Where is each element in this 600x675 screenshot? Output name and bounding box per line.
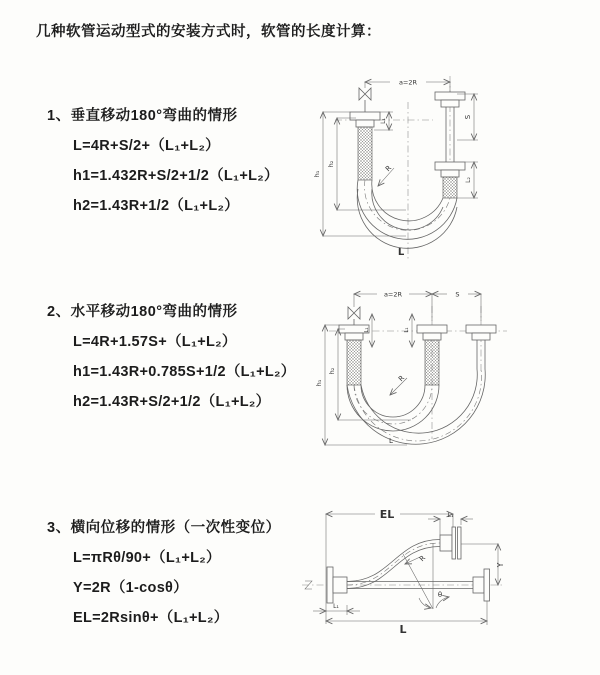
- dim-label-span: a=2R: [398, 78, 418, 87]
- diagram-vertical-180-bend: [310, 68, 588, 266]
- section-vertical-movement: [47, 104, 279, 221]
- page-title: 几种软管运动型式的安装方式时，软管的长度计算：: [36, 24, 381, 40]
- dim-label-radius: R: [384, 164, 394, 174]
- dim-label-fitting-top: L₁: [447, 512, 454, 519]
- middle-fitting: [417, 325, 447, 385]
- valve-icon: [359, 82, 371, 112]
- radius-callout: [390, 374, 407, 395]
- radius-callout: [405, 554, 427, 564]
- formula-length: L=4R+1.57S+（L₁+L₂）: [73, 334, 237, 350]
- dim-label-length: L: [389, 437, 393, 445]
- displaced-flange: [440, 527, 461, 559]
- dim-label-el: EL: [379, 508, 395, 521]
- dim-label-h2: h₂: [328, 367, 336, 375]
- formula-offset: Y=2R（1-cosθ）: [73, 580, 188, 596]
- section-1-heading: 1、垂直移动180°弯曲的情形: [47, 108, 238, 124]
- dim-label-radius: R: [418, 554, 428, 564]
- dim-label-h1: h₁: [315, 379, 323, 387]
- dim-label-radius: R: [397, 374, 407, 384]
- dim-label-fitting-right: L₂: [465, 177, 472, 183]
- dimension-length: [326, 601, 487, 636]
- hose-braid: [443, 177, 457, 198]
- dim-label-stroke: S: [455, 290, 460, 299]
- dimension-fitting-left: [364, 314, 372, 347]
- left-fitting: [350, 112, 380, 180]
- angle-construction: [403, 543, 449, 609]
- dim-label-fitting-left: L₁: [364, 327, 370, 333]
- formula-h2: h2=1.43R+S/2+1/2（L₁+L₂）: [73, 394, 271, 410]
- dim-label-stroke: S: [464, 114, 472, 120]
- hose-u-bend: [347, 369, 485, 444]
- section-lateral-displacement: [47, 516, 281, 633]
- formula-h1: h1=1.43R+0.785S+1/2（L₁+L₂）: [73, 364, 296, 380]
- section-3-heading: 3、横向位移的情形（一次性变位）: [47, 520, 281, 536]
- radius-callout: [378, 164, 394, 186]
- right-fitting-moved: [466, 325, 496, 369]
- formula-h1: h1=1.432R+S/2+1/2（L₁+L₂）: [73, 168, 279, 184]
- dim-label-h1: h₁: [313, 170, 321, 178]
- dim-label-length: L: [399, 623, 407, 636]
- hose-braid: [347, 340, 361, 385]
- section-2-heading: 2、水平移动180°弯曲的情形: [47, 304, 238, 320]
- diagram-horizontal-180-bend: [311, 281, 598, 459]
- dim-label-angle: θ: [437, 591, 443, 599]
- valve-icon: [348, 307, 360, 325]
- dimension-span: [354, 291, 481, 322]
- dim-label-h2: h₂: [327, 160, 335, 168]
- dim-label-offset: Y: [496, 562, 505, 568]
- dim-label-fitting-left: L₁: [380, 118, 387, 124]
- dimension-stroke: [457, 94, 478, 140]
- left-fitting: [339, 325, 369, 385]
- dimension-span: [365, 79, 450, 93]
- dimension-fitting-left: [313, 603, 360, 615]
- formula-length: L=πRθ/90+（L₁+L₂）: [73, 550, 221, 566]
- dimension-heights: [315, 325, 411, 445]
- hose-u-bend: [357, 180, 457, 248]
- dim-label-span: a=2R: [383, 290, 403, 299]
- dimension-fitting-top: [428, 512, 473, 535]
- dim-label-fitting-left: L₁: [333, 603, 339, 610]
- diagram-lateral-displacement: [299, 497, 596, 645]
- left-flange: [327, 567, 347, 603]
- dim-label-length: L: [397, 247, 405, 258]
- hose-braid: [425, 340, 439, 385]
- hose-braid: [358, 127, 372, 180]
- formula-length: L=4R+S/2+（L₁+L₂）: [73, 138, 220, 154]
- formula-el: EL=2Rsinθ+（L₁+L₂）: [73, 610, 229, 626]
- dimension-fitting-middle: [404, 314, 412, 347]
- dimension-el: [326, 508, 453, 624]
- formula-h2: h2=1.43R+1/2（L₁+L₂）: [73, 198, 240, 214]
- dim-label-fitting-middle: L₁: [404, 327, 410, 333]
- section-horizontal-movement: [47, 300, 296, 417]
